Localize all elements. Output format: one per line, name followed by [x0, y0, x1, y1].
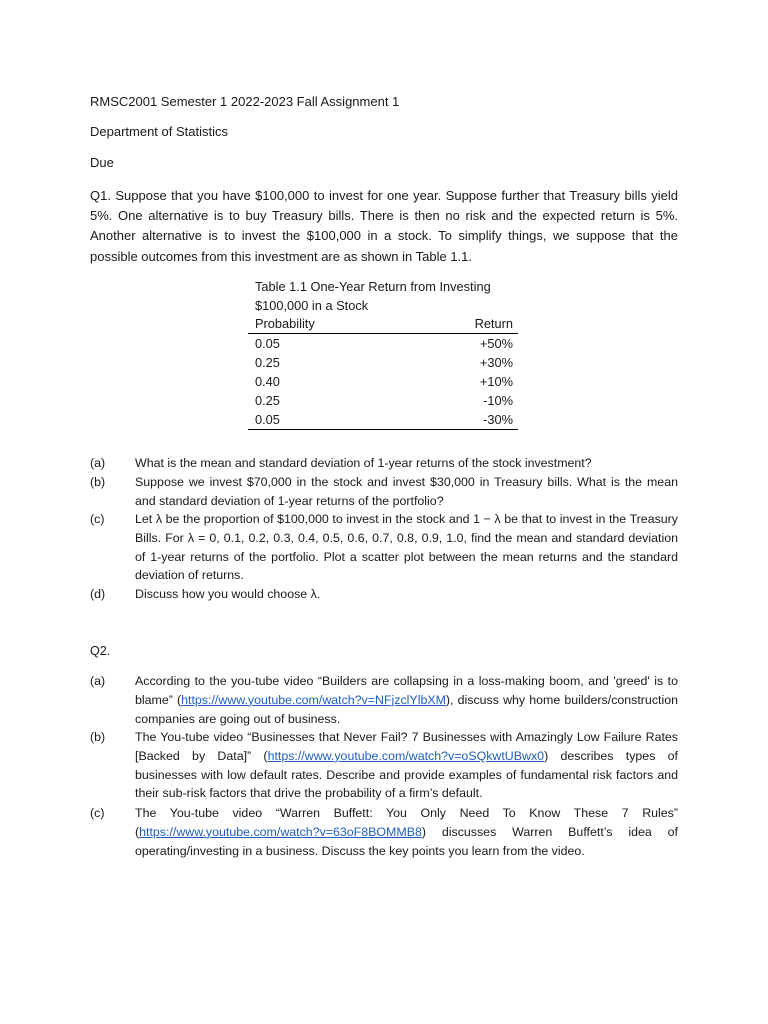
assignment-title: RMSC2001 Semester 1 2022-2023 Fall Assignment 1	[90, 94, 400, 109]
q2-heading: Q2.	[90, 644, 111, 658]
return-cell: +30%	[479, 355, 513, 370]
item-text: According to the you-tube video “Builders are collapsing in a loss-making boom, and 'greed' is to blame”	[135, 674, 678, 707]
youtube-link-businesses[interactable]: https://www.youtube.com/watch?v=oSQkwtUBwx0	[267, 748, 545, 763]
probability-cell: 0.05	[255, 336, 280, 351]
item-label: (c)	[90, 512, 105, 526]
return-cell: +10%	[479, 374, 513, 389]
return-cell: -10%	[483, 393, 513, 408]
returns-table	[248, 277, 518, 430]
item-text: What is the mean and standard deviation of 1-year returns of the stock investment?	[135, 456, 592, 470]
youtube-link-buffett[interactable]: https://www.youtube.com/watch?v=63oF8BOMMB8	[139, 824, 422, 839]
item-text: Discuss how you would choose λ.	[135, 587, 321, 601]
return-cell: -30%	[483, 412, 513, 427]
table-row	[248, 410, 518, 429]
probability-cell: 0.05	[255, 412, 280, 427]
item-label: (d)	[90, 587, 106, 601]
return-cell: +50%	[479, 336, 513, 351]
table-row	[248, 372, 518, 391]
q2-item-c: (c) The You-tube video “Warren Buffett: You Only Need To Know These 7 Rules” (https://www.youtube.com/watch?v=63oF8BOMMB8) discusses Warren Buffett’s idea of operating/investing in a business. Discuss the key points you learn from the video.	[90, 804, 678, 860]
table-header	[248, 315, 518, 334]
item-text: ) discusses Warren Buffett’s idea of operating/investing in a business. Discuss the key points you learn from the video.	[135, 824, 678, 858]
table-row	[248, 353, 518, 372]
item-label: (b)	[90, 475, 106, 489]
col-return-header: Return	[474, 316, 513, 331]
item-text: Let λ be the proportion of $100,000 to invest in the stock and 1 − λ be that to invest in the Treasury Bills. For λ = 0, 0.1, 0.2, 0.3, 0.4, 0.5, 0.6, 0.7, 0.8, 0.9, 1.0, find the mean and standard deviation of 1-year returns of the portfolio. Plot a scatter plot between the mean returns and the standard deviation of returns.	[135, 512, 678, 583]
probability-cell: 0.25	[255, 355, 280, 370]
probability-cell: 0.25	[255, 393, 280, 408]
table-caption-line1: Table 1.1 One-Year Return from Investing	[255, 279, 491, 294]
item-label: (b)	[90, 730, 106, 744]
q2-item-b: (b) The You-tube video “Businesses that Never Fail? 7 Businesses with Amazingly Low Failure Rates [Backed by Data]” (https://www.youtube.com/watch?v=oSQkwtUBwx0) describes types of businesses with low default rates. Describe and provide examples of fundamental risk factors and their sub-risk factors that drive the probability of a firm’s default.	[90, 728, 678, 803]
q1-item-c	[90, 510, 678, 585]
item-text: ), discuss why home builders/construction companies are going out of business.	[135, 692, 678, 726]
item-text: The You-tube video “Businesses that Never Fail? 7 Businesses with Amazingly Low Failure Rates [Backed by Data]”	[135, 730, 678, 763]
q1-item-a	[90, 454, 678, 473]
q2-item-a: (a) According to the you-tube video “Builders are collapsing in a loss-making boom, and 'greed' is to blame” (https://www.youtube.com/watch?v=NFjzclYlbXM), discuss why home builders/construction companies are going out of business.	[90, 672, 678, 728]
item-label: (a)	[90, 456, 106, 470]
item-label: (c)	[90, 806, 105, 820]
table-row	[248, 391, 518, 410]
table-caption-line2: $100,000 in a Stock	[255, 298, 369, 313]
q1-item-d	[90, 585, 678, 604]
item-text: Suppose we invest $70,000 in the stock and invest $30,000 in Treasury bills. What is the mean and standard deviation of 1-year returns of the portfolio?	[135, 475, 678, 508]
q1-item-b	[90, 473, 678, 511]
table-body	[248, 334, 518, 430]
item-text: ) describes types of businesses with low default rates. Describe and provide examples of fundamental risk factors and their sub-risk factors that drive the probability of a firm’s default.	[135, 748, 678, 801]
department-line: Department of Statistics	[90, 124, 228, 139]
due-line: Due	[90, 155, 114, 170]
col-probability-header: Probability	[255, 316, 315, 331]
youtube-link-builders[interactable]: https://www.youtube.com/watch?v=NFjzclYlbXM	[181, 692, 446, 707]
item-text: The You-tube video “Warren Buffett: You Only Need To Know These 7 Rules”	[135, 806, 678, 820]
item-label: (a)	[90, 674, 106, 688]
q1-intro: Q1. Suppose that you have $100,000 to invest for one year. Suppose further that Treasury bills yield 5%. One alternative is to buy Treasury bills. There is then no risk and the expected return is 5%. Another alternative is to invest the $100,000 in a stock. To simplify things, we suppose that the possible outcomes from this investment are as shown in Table 1.1.	[90, 188, 678, 264]
table-row	[248, 334, 518, 353]
probability-cell: 0.40	[255, 374, 280, 389]
